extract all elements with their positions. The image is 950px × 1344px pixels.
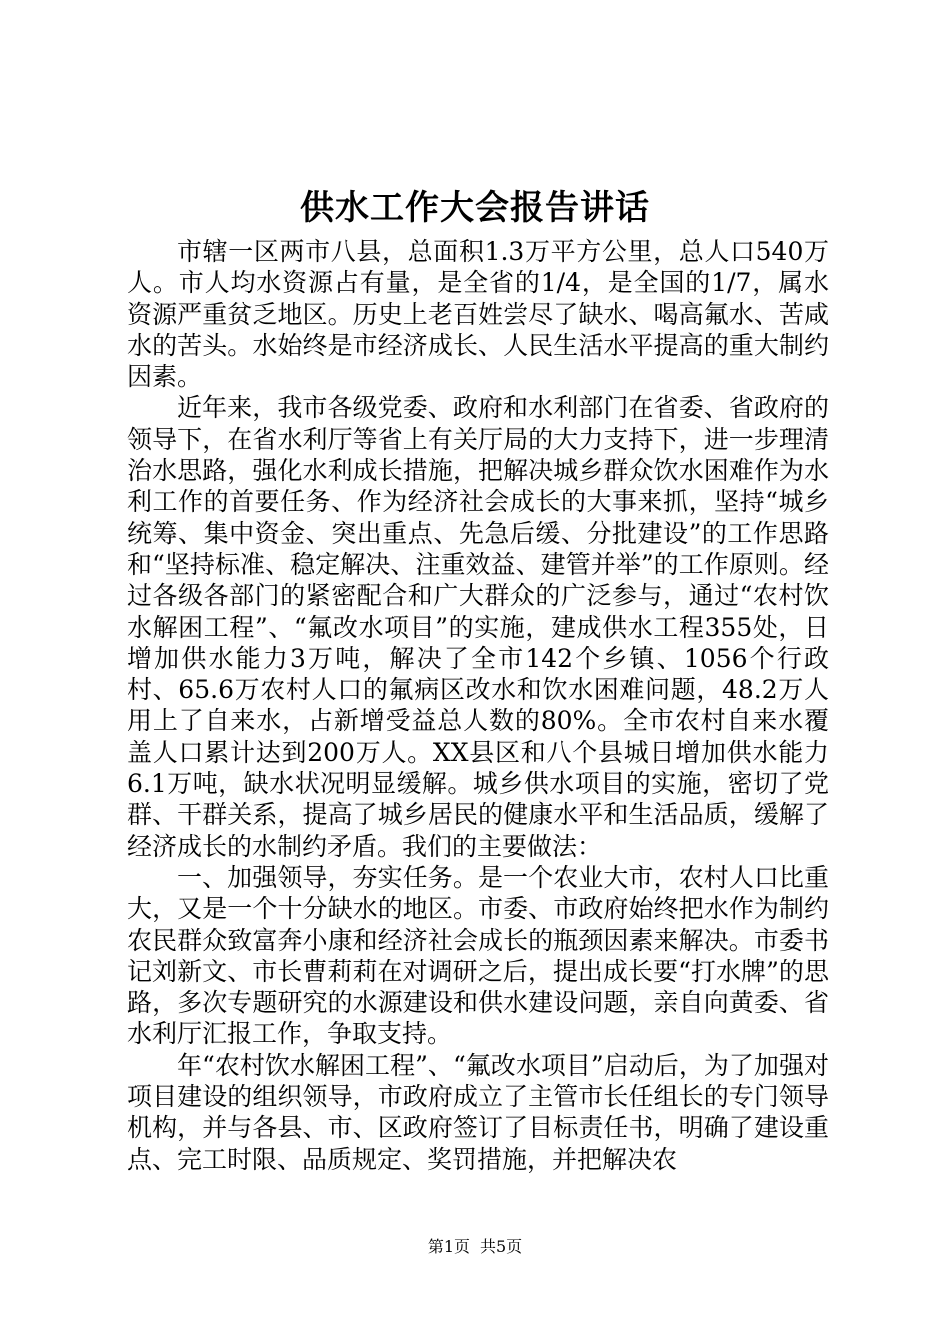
page-total: 共5页 — [480, 1237, 523, 1256]
paragraph-3: 一、加强领导，夯实任务。是一个农业大市，农村人口比重大，又是一个十分缺水的地区。市委、市政府始终把水作为制约农民群众致富奔小康和经济社会成长的瓶颈因素来解决。市委书记刘新文、市长曹莉莉在对调研之后，提出成长要“打水牌”的思路，多次专题研究的水源建设和供水建设问题，亲自向黄委、省水利厅汇报工作，争取支持。 — [127, 862, 829, 1049]
document-body — [127, 236, 829, 1175]
paragraph-2: 近年来，我市各级党委、政府和水利部门在省委、省政府的领导下，在省水利厅等省上有关厅局的大力支持下，进一步理清治水思路，强化水利成长措施，把解决城乡群众饮水困难作为水利工作的首要任务、作为经济社会成长的大事来抓，坚持“城乡统筹、集中资金、突出重点、先急后缓、分批建设”的工作思路和“坚持标准、稳定解决、注重效益、建管并举”的工作原则。经过各级各部门的紧密配合和广大群众的广泛参与，通过“农村饮水解困工程”、“氟改水项目”的实施，建成供水工程355处，日增加供水能力3万吨，解决了全市142个乡镇、1056个行政村、65.6万农村人口的氟病区改水和饮水困难问题，48.2万人用上了自来水，占新增受益总人数的80%。全市农村自来水覆盖人口累计达到200万人。XX县区和八个县城日增加供水能力6.1万吨，缺水状况明显缓解。城乡供水项目的实施，密切了党群、干群关系，提高了城乡居民的健康水平和生活品质，缓解了经济成长的水制约矛盾。我们的主要做法： — [127, 393, 829, 861]
document-title: 供水工作大会报告讲话 — [300, 188, 650, 228]
page-number: 第1页 — [427, 1237, 470, 1256]
paragraph-1: 市辖一区两市八县，总面积1.3万平方公里，总人口540万人。市人均水资源占有量，是全省的1/4，是全国的1/7，属水资源严重贫乏地区。历史上老百姓尝尽了缺水、喝高氟水、苦咸水的苦头。水始终是市经济成长、人民生活水平提高的重大制约因素。 — [127, 237, 829, 392]
paragraph-4: 年“农村饮水解困工程”、“氟改水项目”启动后，为了加强对项目建设的组织领导，市政府成立了主管市长任组长的专门领导机构，并与各县、市、区政府签订了目标责任书，明确了建设重点、完工时限、品质规定、奖罚措施，并把解决农 — [127, 1050, 829, 1174]
page-footer — [0, 1236, 950, 1258]
